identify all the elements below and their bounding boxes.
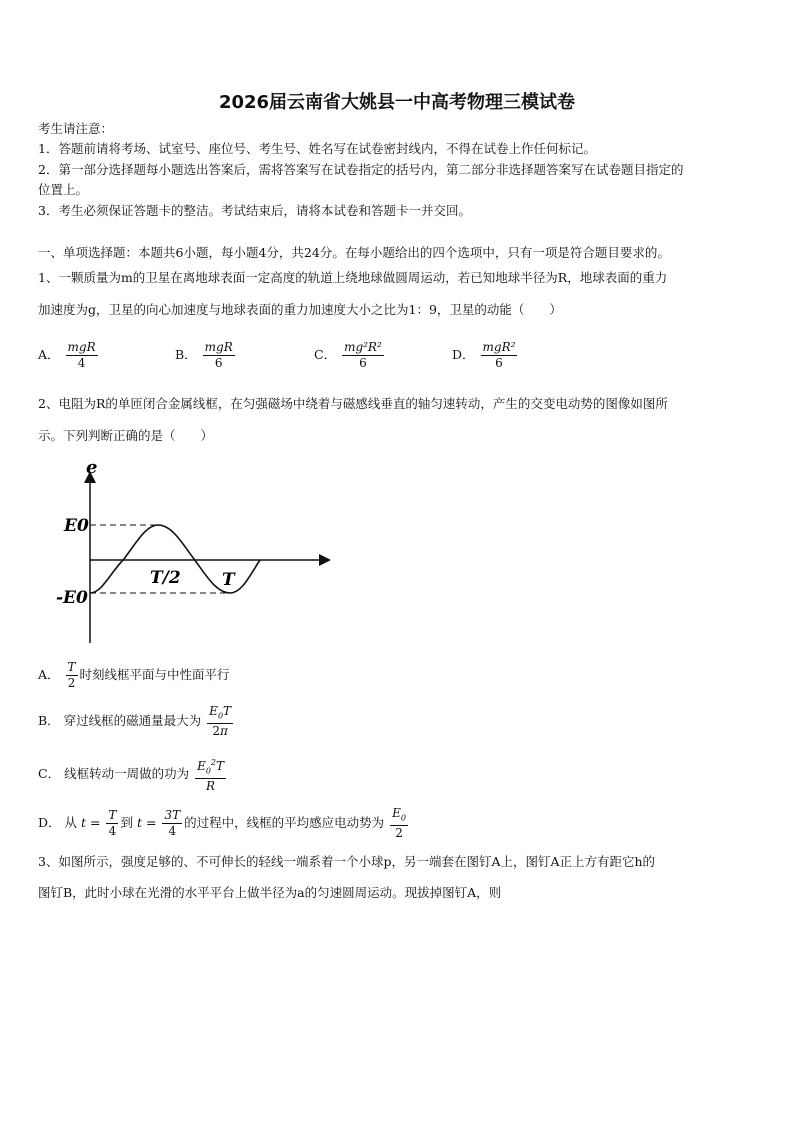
q2-option-c xyxy=(38,755,228,794)
option-d-from: 从 xyxy=(64,815,78,831)
work-fraction: $\frac{E_0^2T}{R}$ xyxy=(195,755,226,794)
q2-line-2: 示。下列判断正确的是（ ） xyxy=(38,428,214,443)
emf-graph xyxy=(50,455,340,647)
fraction-denominator: 6 xyxy=(214,356,223,370)
option-letter: D． xyxy=(38,815,61,831)
e0-label: E0 xyxy=(64,516,89,536)
option-fraction xyxy=(203,340,235,371)
fraction-numerator: mgR² xyxy=(482,340,516,354)
option-letter: C． xyxy=(314,347,337,362)
fraction-numerator: mg²R² xyxy=(344,340,382,354)
flux-fraction: $\frac{E_0T}{2\pi}$ xyxy=(209,704,232,739)
q1-option-a xyxy=(38,340,100,371)
option-d-text: 的过程中，线框的平均感应电动势为 xyxy=(184,815,385,831)
three-quarter-period-fraction: $\frac{3T}{4}$ xyxy=(164,808,181,839)
quarter-period-fraction: $\frac{T}{4}$ xyxy=(108,808,117,839)
q2-option-a xyxy=(38,660,230,691)
option-a-text: 时刻线框平面与中性面平行 xyxy=(79,667,230,682)
avg-emf-fraction: $\frac{E_0}{2}$ xyxy=(392,806,406,841)
notice-item-2: 2．第一部分选择题每小题选出答案后，需将答案写在试卷指定的括号内，第二部分非选择题答案写在试卷题目指定的 xyxy=(38,162,684,177)
fraction-numerator: mgR xyxy=(204,340,233,354)
option-fraction xyxy=(342,340,384,371)
q1-line-2: 加速度为g，卫星的向心加速度与地球表面的重力加速度大小之比为1：9，卫星的动能（ ） xyxy=(38,302,562,317)
option-letter: A． xyxy=(38,347,60,362)
section-heading: 一、单项选择题：本题共6小题，每小题4分，共24分。在每小题给出的四个选项中，只有一项是符合题目要求的。 xyxy=(38,245,670,260)
half-period-fraction: $\frac{T}{2}$ xyxy=(67,660,76,690)
fraction-denominator: 4 xyxy=(77,356,86,370)
q1-option-d xyxy=(452,340,519,371)
notice-item-1: 1．答题前请将考场、试室号、座位号、考生号、姓名写在试卷密封线内，不得在试卷上作任何标记。 xyxy=(38,141,596,156)
option-letter: D． xyxy=(452,347,475,362)
notice-heading: 考生请注意： xyxy=(38,121,114,136)
notice-item-2-cont: 位置上。 xyxy=(38,182,89,197)
q2-line-1: 2、电阻为R的单匝闭合金属线框，在匀强磁场中绕着与磁感线垂直的轴匀速转动，产生的交变电动势的图像如图所 xyxy=(38,396,668,411)
y-axis-label: e xyxy=(86,457,98,478)
option-fraction xyxy=(66,340,98,371)
q1-option-c xyxy=(314,340,386,371)
option-letter: C． xyxy=(38,766,61,782)
q1-line-1: 1、一颗质量为m的卫星在离地球表面一定高度的轨道上绕地球做圆周运动，若已知地球半径为R，地球表面的重力 xyxy=(38,270,668,285)
q2-option-d: D． 从 t = $\frac{T}{4}$ 到 t = $\frac{3T}{4}$ 的过程中，线框的平均感应电动势为 $\frac{E_0}{2}$ xyxy=(38,806,406,841)
option-c-text: 线框转动一周做的功为 xyxy=(64,766,190,782)
q2-option-b xyxy=(38,704,235,739)
option-letter: B． xyxy=(38,713,60,729)
q3-line-2: 图钉B，此时小球在光滑的水平平台上做半径为a的匀速圆周运动。现拔掉图钉A，则 xyxy=(38,885,502,900)
period-label: T xyxy=(222,570,235,590)
fraction-denominator: 6 xyxy=(359,356,367,370)
q3-line-1: 3、如图所示，强度足够的、不可伸长的轻线一端系着一个小球p，另一端套在图钉A上，图钉A正上方有距它h的 xyxy=(38,854,656,869)
option-letter: B． xyxy=(175,347,197,362)
option-letter: A． xyxy=(38,667,60,682)
q1-option-b xyxy=(175,340,237,371)
neg-e0-label: -E0 xyxy=(56,588,88,608)
fraction-numerator: mgR xyxy=(67,340,96,354)
option-fraction xyxy=(481,340,518,371)
option-d-to: 到 xyxy=(120,815,133,831)
option-b-text: 穿过线框的磁通量最大为 xyxy=(63,713,202,729)
exam-title: 2026届云南省大姚县一中高考物理三模试卷 xyxy=(218,92,576,113)
fraction-denominator: 6 xyxy=(495,356,503,370)
notice-item-3: 3．考生必须保证答题卡的整洁。考试结束后，请将本试卷和答题卡一并交回。 xyxy=(38,203,471,218)
half-period-label: T/2 xyxy=(150,568,181,588)
